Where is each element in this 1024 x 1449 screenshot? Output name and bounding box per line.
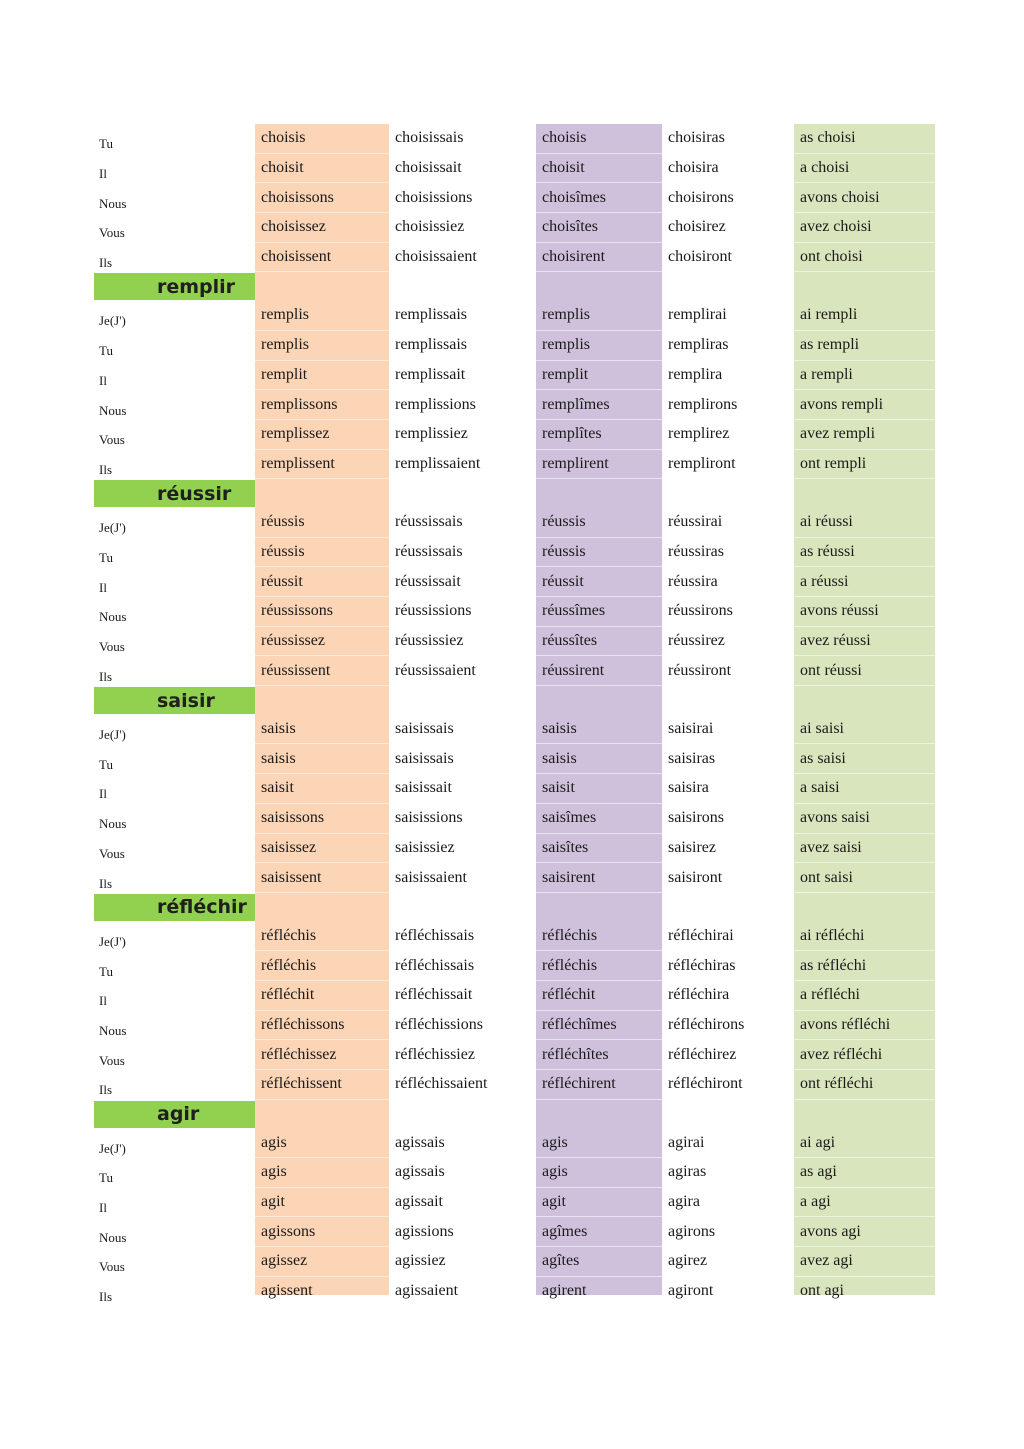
pronoun-label: Vous [99,845,125,861]
passe-compose-cell: a réfléchi [800,986,860,1004]
imparfait-cell: choisissais [395,129,464,147]
passe-simple-cell: saisis [542,749,577,767]
passe-compose-cell: avons réfléchi [800,1015,891,1033]
present-cell: choisissons [261,188,334,206]
passe-simple-cell: réussis [542,513,586,531]
present-cell: réussit [261,572,303,590]
verb-header-row [94,272,935,301]
imparfait-cell: réussissaient [395,661,476,679]
conjugation-row [94,656,935,686]
pronoun-label: Il [99,993,107,1009]
conjugation-row [94,1040,935,1070]
pronoun-label: Tu [99,549,113,565]
conjugation-row [94,390,935,420]
futur-cell: choisiras [668,129,725,147]
verb-name: agir [157,1103,200,1126]
conjugation-row [94,715,935,745]
futur-cell: réfléchiras [668,956,736,974]
passe-simple-cell: saisîtes [542,838,589,856]
pronoun-label: Je(J') [99,933,126,949]
conjugation-row [94,981,935,1011]
present-cell: saisissez [261,838,317,856]
conjugation-row [94,774,935,804]
futur-cell: choisiront [668,248,732,266]
pronoun-label: Ils [99,461,112,477]
passe-simple-cell: agîtes [542,1252,580,1270]
imparfait-cell: agissait [395,1193,443,1211]
verb-name: remplir [157,275,236,298]
passe-compose-cell: ai rempli [800,306,858,324]
futur-cell: agiras [668,1163,707,1181]
passe-compose-cell: avons rempli [800,395,884,413]
futur-cell: réussiront [668,661,732,679]
futur-cell: choisirons [668,188,734,206]
imparfait-cell: agissais [395,1133,445,1151]
passe-simple-cell: remplîmes [542,395,610,413]
pronoun-label: Je(J') [99,313,126,329]
imparfait-cell: agissais [395,1163,445,1181]
passe-simple-cell: réussîmes [542,602,606,620]
imparfait-cell: réfléchissait [395,986,473,1004]
imparfait-cell: saisissaient [395,868,467,886]
present-cell: saisissent [261,868,322,886]
imparfait-cell: réfléchissaient [395,1075,488,1093]
futur-cell: remplirez [668,425,730,443]
passe-simple-cell: choisîmes [542,188,606,206]
conjugation-row [94,1128,935,1158]
imparfait-cell: remplissaient [395,454,481,472]
passe-simple-cell: réussis [542,542,586,560]
present-cell: choisis [261,129,306,147]
passe-simple-cell: remplis [542,306,590,324]
passe-compose-cell: ai agi [800,1133,836,1151]
futur-cell: remplirons [668,395,738,413]
imparfait-cell: saisissait [395,779,452,797]
passe-compose-cell: as réussi [800,542,855,560]
futur-cell: réussirez [668,632,725,650]
passe-simple-cell: choisîtes [542,218,598,236]
conjugation-row [94,567,935,597]
passe-simple-cell: choisirent [542,248,606,266]
futur-cell: choisirez [668,218,726,236]
passe-compose-cell: ai réfléchi [800,926,865,944]
imparfait-cell: saisissions [395,809,463,827]
imparfait-cell: réfléchissais [395,956,475,974]
passe-simple-cell: remplîtes [542,425,602,443]
futur-cell: agiront [668,1282,714,1300]
present-cell: réfléchissons [261,1015,345,1033]
pronoun-label: Vous [99,639,125,655]
passe-simple-cell: réussit [542,572,584,590]
present-cell: remplissez [261,425,330,443]
present-cell: réussissez [261,632,325,650]
conjugation-row [94,597,935,627]
passe-simple-cell: réfléchis [542,926,598,944]
pronoun-label: Il [99,166,107,182]
passe-compose-cell: a choisi [800,159,850,177]
pronoun-label: Tu [99,756,113,772]
passe-compose-cell: as saisi [800,749,846,767]
futur-cell: agira [668,1193,700,1211]
imparfait-cell: agissiez [395,1252,446,1270]
imparfait-cell: réfléchissions [395,1015,483,1033]
pronoun-label: Ils [99,875,112,891]
present-cell: saisit [261,779,294,797]
pronoun-label: Je(J') [99,1140,126,1156]
conjugation-row [94,627,935,657]
imparfait-cell: saisissais [395,749,454,767]
passe-compose-cell: avez agi [800,1252,853,1270]
pronoun-label: Tu [99,136,113,152]
conjugation-row [94,538,935,568]
passe-compose-cell: avez réfléchi [800,1045,883,1063]
present-cell: agit [261,1193,285,1211]
passe-compose-cell: avons choisi [800,188,880,206]
passe-simple-cell: agirent [542,1282,587,1300]
passe-simple-cell: agîmes [542,1222,588,1240]
passe-compose-cell: ont saisi [800,868,853,886]
pronoun-label: Je(J') [99,727,126,743]
futur-cell: choisira [668,159,719,177]
present-cell: remplissons [261,395,338,413]
present-cell: choisit [261,159,304,177]
conjugation-row [94,154,935,184]
futur-cell: agirons [668,1222,716,1240]
passe-compose-cell: ont agi [800,1282,844,1300]
passe-compose-cell: ai saisi [800,720,844,738]
passe-simple-cell: agis [542,1163,568,1181]
passe-compose-cell: a agi [800,1193,831,1211]
passe-compose-cell: avez choisi [800,218,872,236]
futur-cell: saisirez [668,838,716,856]
present-cell: réussis [261,542,305,560]
conjugation-row [94,183,935,213]
present-cell: agissent [261,1282,313,1300]
futur-cell: rempliras [668,336,729,354]
imparfait-cell: remplissions [395,395,476,413]
present-cell: agis [261,1133,287,1151]
passe-simple-cell: remplirent [542,454,609,472]
present-cell: réussissent [261,661,331,679]
passe-compose-cell: ai réussi [800,513,853,531]
futur-cell: saisirai [668,720,714,738]
imparfait-cell: choisissait [395,159,462,177]
passe-simple-cell: agis [542,1133,568,1151]
passe-simple-cell: remplis [542,336,590,354]
conjugation-row [94,1247,935,1277]
futur-cell: saisiras [668,749,716,767]
passe-simple-cell: réfléchit [542,986,596,1004]
passe-simple-cell: saisirent [542,868,596,886]
present-cell: saisis [261,720,296,738]
futur-cell: réussiras [668,542,724,560]
futur-cell: agirez [668,1252,708,1270]
imparfait-cell: réfléchissiez [395,1045,475,1063]
conjugation-row [94,922,935,952]
futur-cell: rempliront [668,454,736,472]
passe-simple-cell: saisit [542,779,575,797]
conjugation-row [94,1188,935,1218]
present-cell: remplissent [261,454,335,472]
passe-compose-cell: ont rempli [800,454,867,472]
conjugation-table [94,124,935,1307]
imparfait-cell: réussissions [395,602,472,620]
conjugation-row [94,951,935,981]
verb-header-row [94,1100,935,1129]
passe-compose-cell: avons réussi [800,602,879,620]
futur-cell: réfléchira [668,986,730,1004]
verb-name: réfléchir [157,896,247,919]
imparfait-cell: agissions [395,1222,454,1240]
present-cell: saisis [261,749,296,767]
imparfait-cell: réfléchissais [395,926,475,944]
conjugation-row [94,301,935,331]
futur-cell: remplirai [668,306,727,324]
pronoun-label: Vous [99,1052,125,1068]
pronoun-label: Je(J') [99,520,126,536]
pronoun-label: Ils [99,668,112,684]
imparfait-cell: réussissait [395,572,461,590]
pronoun-label: Il [99,372,107,388]
present-cell: réfléchis [261,956,317,974]
passe-simple-cell: réfléchis [542,956,598,974]
present-cell: réfléchis [261,926,317,944]
present-cell: réussis [261,513,305,531]
passe-compose-cell: avons agi [800,1222,861,1240]
pronoun-label: Nous [99,402,127,418]
pronoun-label: Nous [99,609,127,625]
verb-header-row [94,893,935,922]
passe-compose-cell: ont réfléchi [800,1075,874,1093]
imparfait-cell: remplissais [395,336,467,354]
pronoun-label: Tu [99,343,113,359]
passe-compose-cell: avez réussi [800,632,871,650]
passe-compose-cell: as choisi [800,129,856,147]
passe-compose-cell: as rempli [800,336,860,354]
futur-cell: réussirons [668,602,733,620]
conjugation-row [94,1277,935,1307]
passe-compose-cell: avez rempli [800,425,876,443]
passe-compose-cell: as réfléchi [800,956,867,974]
passe-compose-cell: a saisi [800,779,840,797]
pronoun-label: Il [99,1200,107,1216]
present-cell: agissons [261,1222,316,1240]
imparfait-cell: remplissait [395,365,466,383]
conjugation-row [94,744,935,774]
verb-name: saisir [157,689,215,712]
conjugation-row [94,420,935,450]
conjugation-row [94,508,935,538]
imparfait-cell: réussissais [395,513,463,531]
pronoun-label: Il [99,579,107,595]
imparfait-cell: choisissions [395,188,473,206]
futur-cell: réfléchiront [668,1075,743,1093]
passe-simple-cell: réfléchîmes [542,1015,617,1033]
passe-simple-cell: réfléchirent [542,1075,616,1093]
futur-cell: réfléchirez [668,1045,737,1063]
present-cell: réfléchit [261,986,315,1004]
present-cell: réfléchissez [261,1045,337,1063]
pronoun-label: Vous [99,225,125,241]
present-cell: saisissons [261,809,325,827]
conjugation-row [94,863,935,893]
present-cell: remplit [261,365,308,383]
passe-compose-cell: as agi [800,1163,837,1181]
passe-simple-cell: réussîtes [542,632,598,650]
futur-cell: saisirons [668,809,724,827]
imparfait-cell: choisissiez [395,218,465,236]
passe-simple-cell: choisis [542,129,587,147]
futur-cell: réussira [668,572,718,590]
pronoun-label: Tu [99,963,113,979]
passe-simple-cell: saisîmes [542,809,597,827]
passe-simple-cell: réfléchîtes [542,1045,609,1063]
passe-compose-cell: a rempli [800,365,853,383]
passe-compose-cell: ont réussi [800,661,862,679]
passe-compose-cell: avez saisi [800,838,862,856]
conjugation-row [94,804,935,834]
pronoun-label: Nous [99,195,127,211]
imparfait-cell: saisissiez [395,838,455,856]
passe-simple-cell: saisis [542,720,577,738]
conjugation-row [94,124,935,154]
pronoun-label: Nous [99,1022,127,1038]
futur-cell: remplira [668,365,723,383]
verb-header-row [94,686,935,715]
imparfait-cell: réussissiez [395,632,464,650]
passe-simple-cell: réussirent [542,661,605,679]
conjugation-row [94,243,935,273]
pronoun-label: Ils [99,1289,112,1305]
passe-compose-cell: ont choisi [800,248,863,266]
futur-cell: saisira [668,779,709,797]
pronoun-label: Il [99,786,107,802]
conjugation-row [94,361,935,391]
conjugation-row [94,1158,935,1188]
conjugation-row [94,331,935,361]
conjugation-row [94,213,935,243]
futur-cell: agirai [668,1133,705,1151]
imparfait-cell: remplissiez [395,425,468,443]
pronoun-label: Tu [99,1170,113,1186]
conjugation-row [94,1217,935,1247]
futur-cell: réfléchirons [668,1015,745,1033]
present-cell: choisissent [261,248,332,266]
imparfait-cell: remplissais [395,306,467,324]
pronoun-label: Nous [99,816,127,832]
present-cell: choisissez [261,218,326,236]
pronoun-label: Vous [99,432,125,448]
futur-cell: saisiront [668,868,723,886]
verb-header-row [94,479,935,508]
passe-simple-cell: choisit [542,159,585,177]
imparfait-cell: agissaient [395,1282,459,1300]
imparfait-cell: saisissais [395,720,454,738]
present-cell: remplis [261,306,309,324]
passe-compose-cell: avons saisi [800,809,870,827]
passe-compose-cell: a réussi [800,572,849,590]
present-cell: agissez [261,1252,308,1270]
present-cell: agis [261,1163,287,1181]
imparfait-cell: réussissais [395,542,463,560]
futur-cell: réfléchirai [668,926,734,944]
imparfait-cell: choisissaient [395,248,477,266]
verb-name: réussir [157,482,232,505]
passe-simple-cell: agit [542,1193,566,1211]
conjugation-row [94,1070,935,1100]
present-cell: remplis [261,336,309,354]
pronoun-label: Nous [99,1229,127,1245]
conjugation-row [94,1011,935,1041]
conjugation-row [94,834,935,864]
passe-simple-cell: remplit [542,365,589,383]
pronoun-label: Ils [99,255,112,271]
futur-cell: réussirai [668,513,723,531]
present-cell: réfléchissent [261,1075,342,1093]
pronoun-label: Vous [99,1259,125,1275]
present-cell: réussissons [261,602,334,620]
pronoun-label: Ils [99,1082,112,1098]
conjugation-row [94,450,935,480]
